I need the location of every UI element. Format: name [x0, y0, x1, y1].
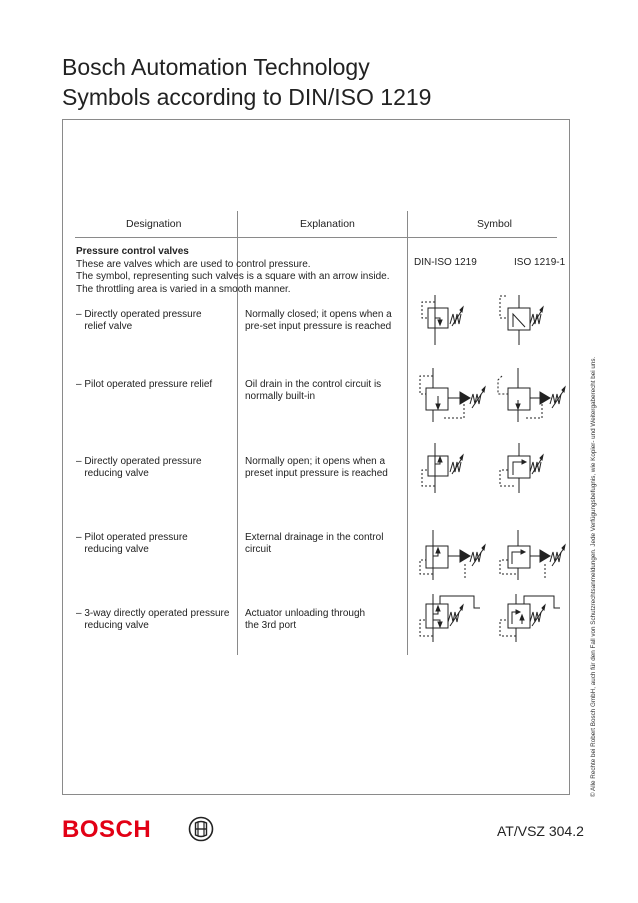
intro-line-1: These are valves which are used to control pressure. — [76, 258, 311, 270]
row-3-designation: – Directly operated pressure reducing valve — [76, 456, 202, 479]
row-4-designation: – Pilot operated pressure reducing valve — [76, 532, 188, 555]
column-divider-2 — [407, 211, 408, 655]
header-rule — [75, 237, 557, 238]
intro-line-3: The throttling area is varied in a smooth manner. — [76, 283, 291, 295]
section-title: Pressure control valves — [76, 246, 189, 257]
pilot-relief-valve-iso-symbol — [494, 364, 570, 424]
header-explanation: Explanation — [300, 218, 355, 230]
relief-valve-din-symbol — [416, 294, 466, 346]
pilot-reducing-valve-iso-symbol — [494, 526, 570, 582]
row-2-designation: – Pilot operated pressure relief — [76, 379, 213, 390]
title-line-1: Bosch Automation Technology — [62, 54, 370, 80]
row-1-explanation: Normally closed; it opens when a pre-set input pressure is reached — [245, 309, 392, 332]
header-symbol: Symbol — [477, 218, 513, 230]
row-1-designation: – Directly operated pressure relief valve — [76, 309, 202, 332]
row-4-explanation: External drainage in the control circuit — [245, 532, 384, 555]
three-way-reducing-valve-iso-symbol — [494, 590, 570, 644]
row-3-explanation: Normally open; it opens when a preset input pressure is reached — [245, 456, 388, 479]
section-intro — [76, 246, 389, 296]
document-number: AT/VSZ 304.2 — [497, 823, 584, 839]
row-5-designation: – 3-way directly operated pressure reducing valve — [76, 608, 230, 631]
page-title — [62, 52, 431, 112]
copyright-notice: © Alle Rechte bei Robert Bosch GmbH, auch für den Fall von Schutzrechtsanmeldungen. Jede Verfügungsbefugnis, wie Kopier- und Weitergaberecht bei uns. — [590, 356, 597, 797]
bosch-armature-logo-icon — [188, 816, 214, 842]
intro-line-2: The symbol, representing such valves is a square with an arrow inside. — [76, 271, 390, 282]
bosch-wordmark: BOSCH — [62, 816, 152, 843]
relief-valve-iso-symbol — [496, 294, 546, 346]
pilot-relief-valve-din-symbol — [414, 364, 490, 424]
pilot-reducing-valve-din-symbol — [414, 526, 490, 582]
subheader-din-iso: DIN-ISO 1219 — [414, 257, 477, 268]
reducing-valve-iso-symbol — [496, 442, 546, 494]
title-line-2: Symbols according to DIN/ISO 1219 — [62, 84, 432, 110]
three-way-reducing-valve-din-symbol — [414, 590, 490, 644]
subheader-iso: ISO 1219-1 — [514, 257, 566, 268]
header-designation: Designation — [126, 218, 182, 230]
reducing-valve-din-symbol — [416, 442, 466, 494]
row-5-explanation: Actuator unloading through the 3rd port — [245, 608, 366, 631]
row-2-explanation: Oil drain in the control circuit is normally built-in — [245, 379, 382, 402]
